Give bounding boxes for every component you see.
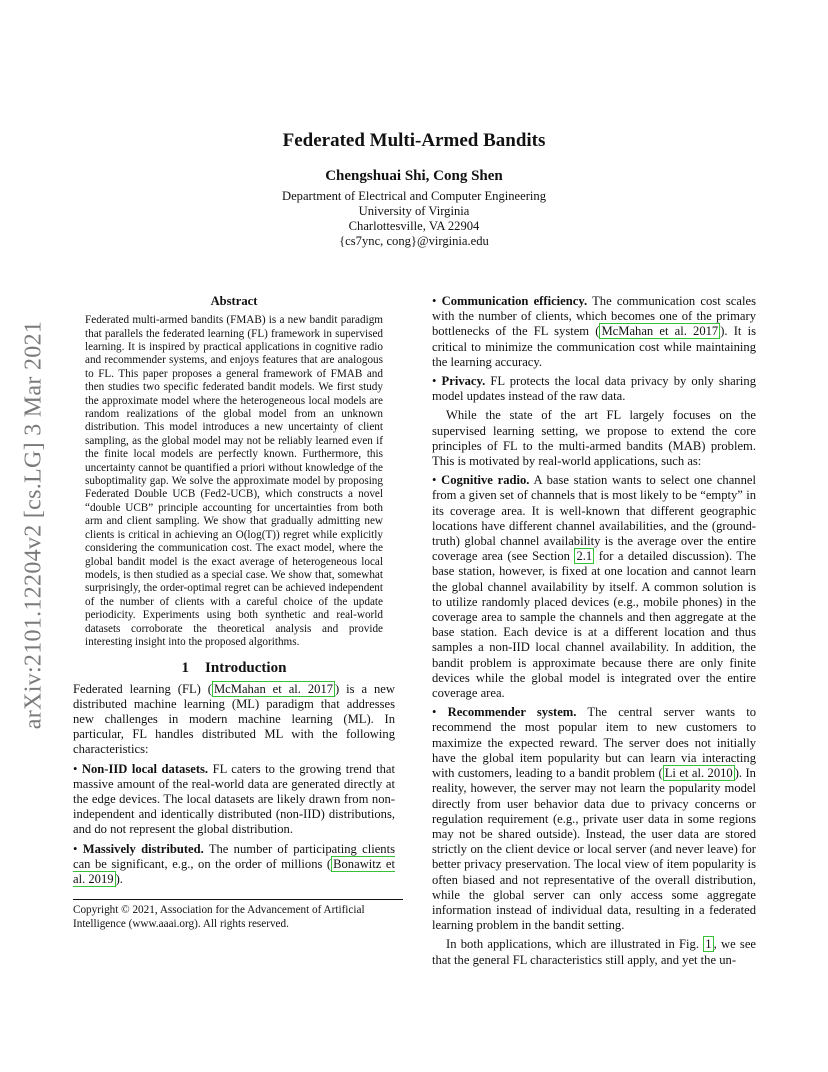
body-paragraph xyxy=(432,937,756,967)
section-title: Introduction xyxy=(205,660,287,677)
abstract-text: Federated multi-armed bandits (FMAB) is a new bandit paradigm that parallels the federated learning (FL) framework in supervised learning. It is inspired by practical applications in cognitive radio and recommender systems, and enjoys features that are analogous to FL. This paper proposes a general framework of FMAB and then studies two specific federated bandit models. We first study the approximate model where the heterogeneous local models are random realizations of the global model from an unknown distribution. This model introduces a new uncertainty of client sampling, as the global model may not be reliably learned even if the finite local models are perfectly known. Furthermore, this uncertainty cannot be quantified a priori without knowledge of the suboptimality gap. We solve the approximate model by proposing Federated Double UCB (Fed2-UCB), which constructs a novel “double UCB” principle accounting for uncertainties from both arm and client sampling. We show that gradually admitting new clients is critical in achieving an O(log(T)) regret while explicitly considering the communication cost. The exact model, where the global bandit model is the exact average of heterogeneous local models, is then studied as a special case. We show that, somewhat surprisingly, the order-optimal regret can be achieved independent of the number of clients with a careful choice of the update periodicity. Experiments using both synthetic and real-world datasets corroborate the theoretical analysis and provide interesting insight into the proposed algorithms. xyxy=(85,314,383,648)
affiliation-block xyxy=(0,189,828,249)
figure-reference-link[interactable]: 1 xyxy=(705,937,712,952)
bullet-item: • Privacy. FL protects the local data privacy by only sharing model updates instead of the raw data. xyxy=(432,374,756,404)
citation-link[interactable]: McMahan et al. 2017 xyxy=(601,324,719,339)
text-span: In both applications, which are illustrated in Fig. xyxy=(446,937,704,952)
affiliation-line: University of Virginia xyxy=(358,204,470,218)
bullet-label: Cognitive radio. xyxy=(441,473,530,488)
affiliation-line: Charlottesville, VA 22904 xyxy=(348,219,480,233)
bullet-label: Massively distributed. xyxy=(82,841,204,856)
bullet-text: The number of participating clients can be significant, e.g., on the order of millions ( xyxy=(73,841,395,871)
bullet-label: Recommender system. xyxy=(447,705,577,720)
text-span: for a detailed discussion). The base station, however, is fixed at one location and cannot learn the global channel availability by itself. A common solution is to utilize randomly placed devices (e.g., mobile phones) in the coverage area to sample the channels and then aggregate at the base station. Each device is at a different location and thus samples a non-IID local channel availability. In addition, the bandit problem is approximate because there are only finite devices while the global model is integrated over the entire coverage area. xyxy=(432,549,756,701)
section-heading xyxy=(73,661,395,676)
bullet-text: The central server wants to recommend the most popular item to new customers to maximize the expected reward. The server does not initially have the global item popularity but can learn via interacting with customers, leading to a bandit problem ( xyxy=(432,705,756,781)
text-span: Federated learning (FL) ( xyxy=(73,681,212,696)
bullet-label: Privacy. xyxy=(441,374,486,389)
intro-paragraph xyxy=(73,682,395,758)
text-span: ). It is critical to minimize the communication cost while maintaining the learning accuracy. xyxy=(432,324,756,369)
left-column xyxy=(73,294,395,931)
text-span: , we see that the general FL characteristics still apply, and yet the un- xyxy=(432,937,757,967)
bullet-text: A base station wants to select one channel from a given set of channels that is most likely to be “empty” in its coverage area. It is well-known that different geographic locations have different channel availabilities, and the (ground-truth) global channel availability is the average over the entire coverage area (see Section xyxy=(432,473,756,564)
bullet-label: Communication efficiency. xyxy=(441,294,588,308)
text-span: ). In reality, however, the server may not learn the popularity model directly from user behavior data due to privacy concerns or regulation requirement (e.g., private user data in some regions may not be shared outside). Instead, the user data are stored strictly on the client device or local server (and never leave) for better privacy preservation. The local view of item popularity is often biased and not representative of the overall distribution, while the global server can only access some aggregate information instead of individual data, resulting in a federated learning problem in the bandit setting. xyxy=(432,766,756,933)
paper-authors: Chengshuai Shi, Cong Shen xyxy=(325,168,503,184)
paper-title: Federated Multi-Armed Bandits xyxy=(282,130,546,151)
section-number: 1 xyxy=(181,660,190,677)
text-span: ) is a new distributed machine learning (ML) paradigm that addresses new challenges in modern machine learning (ML). In particular, FL handles distributed ML with the following characteristics: xyxy=(73,681,395,757)
bullet-text: FL protects the local data privacy by only sharing model updates instead of the raw data. xyxy=(432,374,756,404)
bullet-item: • Cognitive radio. A base station wants to select one channel from a given set of channels that is most likely to be “empty” in its coverage area. It is well-known that different geographic locations have different channel availabilities, and the (ground-truth) global channel availability is the average over the entire coverage area (see Section 2.1 for a detailed discussion). The base station, however, is fixed at one location and cannot learn the global channel availability by itself. A common solution is to utilize randomly placed devices (e.g., mobile phones) in the coverage area to sample the channels and then aggregate at the base station. Each device is at a different location and thus samples a non-IID local channel availability. In addition, the bandit problem is approximate because there are only finite devices while the global model is integrated over the entire coverage area. xyxy=(432,473,756,701)
abstract-heading: Abstract xyxy=(210,294,258,308)
arxiv-id-text: arXiv:2101.12204v2 [cs.LG] 3 Mar 2021 xyxy=(20,320,47,730)
bullet-text: FL caters to the growing trend that massive amount of the real-world data are generated directly at the edge devices. The local datasets are likely drawn from non-independent and identically distributed (non-IID) distributions, and do not represent the global distribution. xyxy=(73,761,395,837)
bullet-item: • Communication efficiency. The communication cost scales with the number of clients, which becomes one of the primary bottlenecks of the FL system ( McMahan et al. 2017 ). It is critical to minimize the communication cost while maintaining the learning accuracy. xyxy=(432,294,756,369)
bullet-item: • Non-IID local datasets. FL caters to the growing trend that massive amount of the real-world data are generated directly at the edge devices. The local datasets are likely drawn from non-independent and identically distributed (non-IID) distributions, and do not represent the global distribution. xyxy=(73,761,395,837)
citation-link[interactable]: McMahan et al. 2017 xyxy=(213,681,334,696)
affiliation-email: {cs7ync, cong}@virginia.edu xyxy=(339,234,489,248)
bullet-item: • Recommender system. The central server wants to recommend the most popular item to new customers to maximize the expected reward. The server does not initially have the global item popularity but can learn via interacting with customers, leading to a bandit problem ( Li et al. 2010 ). In reality, however, the server may not learn the popularity model directly from user behavior data due to privacy concerns or regulation requirement (e.g., private user data in some regions may not be shared outside). Instead, the user data are stored strictly on the client device or local server (and never leave) for better privacy preservation. The local view of item popularity is often biased and not representative of the overall distribution, while the global server can only access some aggregate information instead of individual data, resulting in a federated learning problem in the bandit setting. xyxy=(432,705,756,933)
affiliation-line: Department of Electrical and Computer Engineering xyxy=(281,189,547,203)
section-reference-link[interactable]: 2.1 xyxy=(576,549,593,564)
bullet-label: Non-IID local datasets. xyxy=(81,761,209,776)
text-span: ). xyxy=(115,872,123,886)
citation-link[interactable]: Li et al. 2010 xyxy=(664,766,733,781)
citation-link[interactable]: Bonawitz et al. 2019 xyxy=(73,856,395,886)
bullet-text: The communication cost scales with the number of clients, which becomes one of the primary bottlenecks of the FL system ( xyxy=(432,294,756,339)
copyright-notice: Copyright © 2021, Association for the Advancement of Artificial Intelligence (www.aaai.org). All rights reserved. xyxy=(73,899,403,931)
body-paragraph: While the state of the art FL largely focuses on the supervised learning setting, we propose to extend the core principles of FL to the multi-armed bandits (MAB) problem. This is motivated by real-world applications, such as: xyxy=(432,408,756,469)
arxiv-identifier xyxy=(10,290,58,760)
right-column xyxy=(432,294,756,972)
bullet-item: • Massively distributed. The number of participating clients can be significant, e.g., on the order of millions ( Bonawitz et al. 2019 ). xyxy=(73,841,395,886)
